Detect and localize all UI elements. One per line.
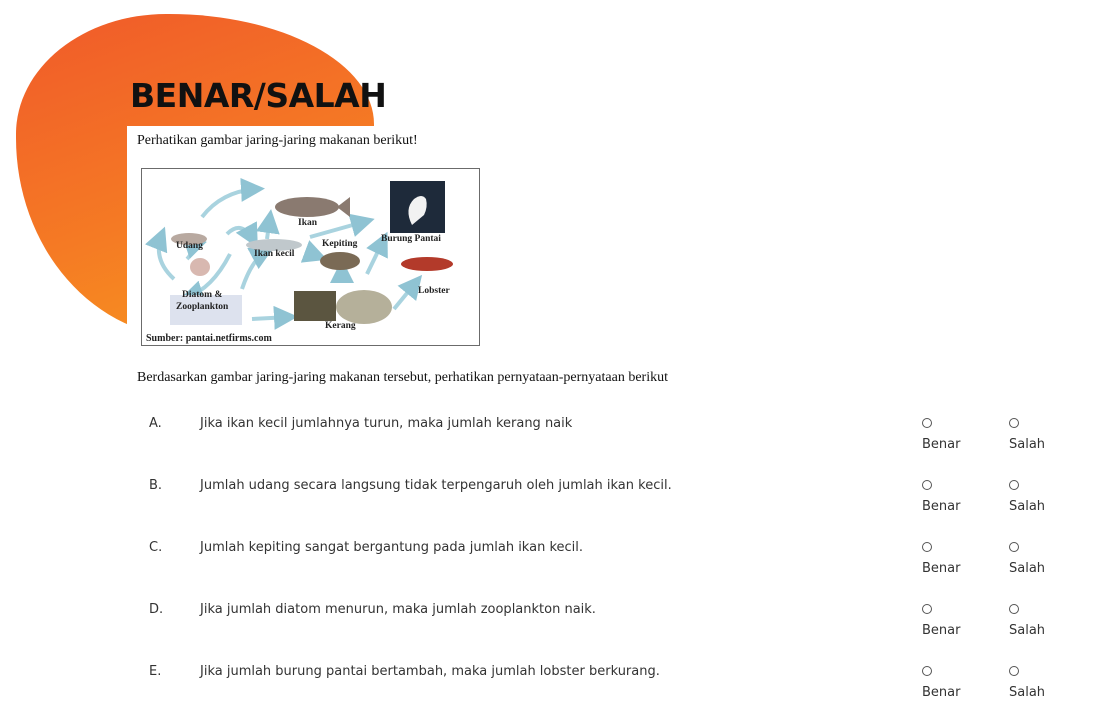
- label-burung-pantai: Burung Pantai: [381, 234, 441, 244]
- salah-label: Salah: [1009, 437, 1046, 452]
- label-zooplankton: Zooplankton: [176, 302, 229, 312]
- radio-button[interactable]: [1009, 480, 1019, 490]
- statement-text: Jika ikan kecil jumlahnya turun, maka jumlah kerang naik: [200, 416, 573, 431]
- benar-option[interactable]: [921, 540, 961, 584]
- benar-label: Benar: [922, 499, 961, 514]
- statement-text: Jika jumlah burung pantai bertambah, maka jumlah lobster berkurang.: [200, 664, 660, 679]
- label-kepiting: Kepiting: [322, 239, 358, 249]
- statement-row: [127, 416, 1115, 466]
- benar-option[interactable]: [921, 602, 961, 646]
- statement-letter: A.: [149, 416, 162, 431]
- benar-label: Benar: [922, 437, 961, 452]
- statement-text: Jika jumlah diatom menurun, maka jumlah zooplankton naik.: [200, 602, 596, 617]
- page-title: BENAR/SALAH: [130, 76, 387, 115]
- radio-button[interactable]: [1009, 666, 1019, 676]
- radio-button[interactable]: [922, 418, 932, 428]
- radio-button[interactable]: [922, 542, 932, 552]
- salah-option[interactable]: [1008, 540, 1048, 584]
- label-kerang: Kerang: [325, 321, 356, 331]
- radio-button[interactable]: [1009, 604, 1019, 614]
- benar-label: Benar: [922, 685, 961, 700]
- food-web-image: [141, 168, 480, 346]
- benar-label: Benar: [922, 561, 961, 576]
- statement-letter: B.: [149, 478, 163, 493]
- label-ikan-kecil: Ikan kecil: [254, 249, 295, 259]
- statement-letter: D.: [149, 602, 164, 617]
- salah-label: Salah: [1009, 499, 1046, 514]
- radio-button[interactable]: [922, 666, 932, 676]
- benar-option[interactable]: [921, 416, 961, 460]
- statement-text: Jumlah kepiting sangat bergantung pada jumlah ikan kecil.: [200, 540, 584, 555]
- statement-row: [127, 540, 1115, 590]
- statement-text: Jumlah udang secara langsung tidak terpengaruh oleh jumlah ikan kecil.: [200, 478, 672, 493]
- salah-option[interactable]: [1008, 602, 1048, 646]
- label-diatom: Diatom &: [182, 290, 223, 300]
- label-udang: Udang: [176, 241, 203, 251]
- radio-button[interactable]: [1009, 418, 1019, 428]
- radio-button[interactable]: [922, 480, 932, 490]
- statement-row: [127, 664, 1115, 714]
- benar-option[interactable]: [921, 664, 961, 708]
- statement-row: [127, 478, 1115, 528]
- image-source: Sumber: pantai.netfirms.com: [146, 333, 272, 344]
- salah-option[interactable]: [1008, 664, 1048, 708]
- intro-text: Perhatikan gambar jaring-jaring makanan berikut!: [137, 133, 418, 148]
- question-card: [127, 126, 1115, 721]
- statement-letter: E.: [149, 664, 162, 679]
- salah-label: Salah: [1009, 561, 1046, 576]
- benar-option[interactable]: [921, 478, 961, 522]
- radio-button[interactable]: [1009, 542, 1019, 552]
- label-lobster: Lobster: [418, 286, 450, 296]
- salah-option[interactable]: [1008, 478, 1048, 522]
- statement-letter: C.: [149, 540, 163, 555]
- salah-option[interactable]: [1008, 416, 1048, 460]
- label-ikan: Ikan: [298, 218, 318, 228]
- salah-label: Salah: [1009, 685, 1046, 700]
- statement-row: [127, 602, 1115, 652]
- benar-label: Benar: [922, 623, 961, 638]
- radio-button[interactable]: [922, 604, 932, 614]
- question-text: Berdasarkan gambar jaring-jaring makanan tersebut, perhatikan pernyataan-pernyataan berikut: [137, 370, 668, 385]
- salah-label: Salah: [1009, 623, 1046, 638]
